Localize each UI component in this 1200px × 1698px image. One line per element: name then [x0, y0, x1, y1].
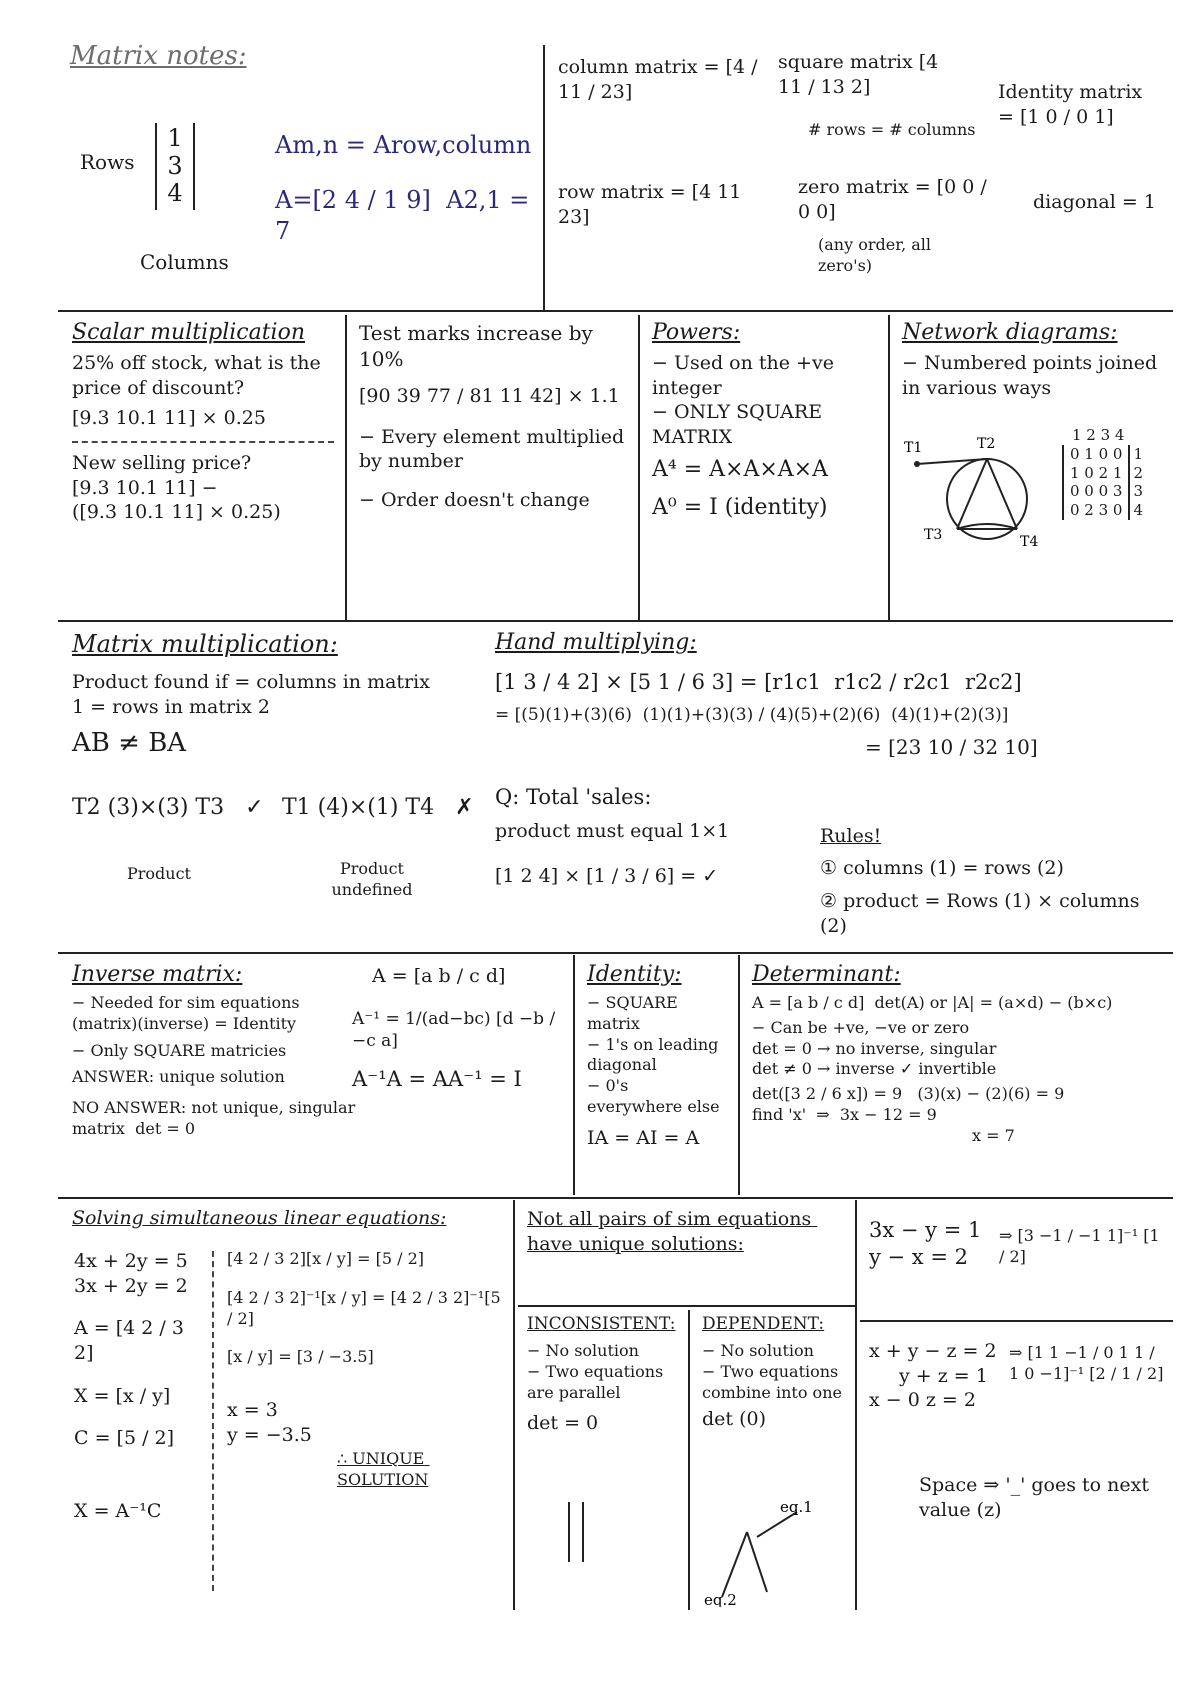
definition: X = [x / y] [74, 1384, 171, 1407]
example-undefined: T1 (4)×(1) T4 ✗ [282, 795, 474, 820]
col-value: 1 [167, 124, 183, 152]
amn-notation: Am,n = Arow,column [275, 131, 532, 159]
identity-matrix: Identity matrix = [1 0 / 0 1] [998, 81, 1149, 128]
sales-rule: product must equal 1×1 [495, 820, 730, 842]
node-label: T4 [1020, 534, 1039, 550]
inverse-identity: A⁻¹A = AA⁻¹ = I [352, 1067, 522, 1091]
test-line: [90 39 77 / 81 11 42] × 1.1 [359, 385, 620, 407]
rules-title: Rules! [820, 825, 882, 847]
section-scalar [62, 314, 344, 618]
powers-line: A⁴ = A×A×A×A [652, 456, 828, 482]
hand-title: Hand multiplying: [495, 630, 697, 655]
column-matrix: column matrix = [4 / 11 / 23] [558, 56, 764, 103]
parallel-lines-icon [557, 1497, 597, 1567]
matrix-row: 0 1 0 0 [1070, 444, 1123, 463]
divider-sys [860, 1320, 1173, 1322]
det-line: det ≠ 0 → inverse ✓ invertible [752, 1059, 997, 1079]
inconsistent-title: INCONSISTENT: [527, 1314, 676, 1334]
scalar-line: ([9.3 10.1 11] × 0.25) [72, 501, 281, 524]
example-defined-label: Product [127, 864, 191, 883]
determinant-title: Determinant: [752, 962, 901, 987]
identity-line: IA = AI = A [587, 1126, 700, 1149]
columns-label: Columns [140, 250, 229, 274]
matrix-row-idx: 2 [1133, 463, 1144, 482]
inconsistent-line: det = 0 [527, 1412, 599, 1435]
solving-title: Solving simultaneous linear equations: [72, 1207, 447, 1229]
identity-line: − 1's on leading diagonal [587, 1034, 724, 1075]
section-not-all-pairs [517, 1201, 854, 1306]
hand-equation: [1 3 / 4 2] × [5 1 / 6 3] = [r1c1 r1c2 / r2c1 r2c2] [495, 670, 1022, 694]
col-value: 4 [167, 179, 183, 208]
divider-network [888, 315, 890, 620]
divider-notall [855, 1200, 857, 1610]
identity-title: Identity: [587, 962, 682, 987]
section-inverse [62, 956, 572, 1196]
divider-row2 [58, 620, 1173, 622]
det-line: A = [a b / c d] det(A) or |A| = (a×d) − (b×c) [752, 993, 1113, 1012]
inverse-line: NO ANSWER: not unique, singular matrix det = 0 [72, 1098, 361, 1138]
section-identity [577, 956, 737, 1196]
inverse-line: (matrix)(inverse) = Identity [72, 1013, 297, 1033]
network-graph [902, 434, 1052, 564]
rows-label: Rows [80, 150, 135, 174]
crossing-lines-icon [702, 1497, 822, 1607]
example-defined: T2 (3)×(3) T3 ✓ [72, 795, 264, 820]
divider-powers [638, 315, 640, 620]
divider-top [58, 310, 1173, 312]
dependent-line: − Two equations combine into one [702, 1361, 844, 1402]
identity-line: − 0's everywhere else [587, 1076, 720, 1116]
det-line: find 'x' ⇒ 3x − 12 = 9 [752, 1104, 937, 1124]
definition: C = [5 / 2] [74, 1427, 175, 1450]
diagonal-note: diagonal = 1 [1033, 191, 1156, 213]
ab-not-ba: AB ≠ BA [72, 728, 187, 759]
mult-title: Matrix multiplication: [72, 630, 338, 658]
zero-note: (any order, all zero's) [818, 235, 937, 275]
definition: X = A⁻¹C [74, 1500, 162, 1523]
solve-step: y = −3.5 [227, 1423, 312, 1446]
inconsistent-line: − Two equations are parallel [527, 1361, 669, 1402]
identity-line: − SQUARE matrix [587, 993, 683, 1033]
section-matrix-multiplication [62, 624, 482, 950]
page-title: Matrix notes: [70, 41, 247, 71]
dependent-title: DEPENDENT: [702, 1314, 825, 1334]
powers-line: A⁰ = I (identity) [652, 495, 828, 521]
equation: 4x + 2y = 5 [74, 1250, 188, 1272]
scalar-line: 25% off stock, what is the price of discount? [72, 352, 327, 399]
divider-scalar [345, 315, 347, 620]
section-system-3x3 [859, 1323, 1173, 1611]
sales-example: [1 2 4] × [1 / 3 / 6] = ✓ [495, 865, 719, 887]
system-eq: x + y − z = 2 [869, 1340, 997, 1362]
inverse-line: − Only SQUARE matricies [72, 1040, 287, 1060]
divider-identity [738, 955, 740, 1195]
matrix-row: 0 2 3 0 [1070, 501, 1123, 519]
test-line: − Every element multiplied by number [359, 425, 631, 473]
inverse-formula: A⁻¹ = 1/(ad−bc) [d −b / −c a] [352, 1009, 561, 1052]
matrix-row-idx: 1 [1133, 444, 1144, 463]
section-matrix-types [548, 35, 1173, 307]
system-matrix: ⇒ [1 1 −1 / 0 1 1 / 1 0 −1]⁻¹ [2 / 1 / 2] [1009, 1343, 1164, 1383]
powers-title: Powers: [652, 320, 741, 345]
network-line: − Numbered points joined in various ways [902, 352, 1164, 399]
inconsistent-line: − No solution [527, 1341, 639, 1361]
scalar-line: [9.3 10.1 11] × 0.25 [72, 407, 266, 430]
node-label: T2 [977, 436, 996, 452]
eq2-label: eq.2 [704, 1591, 737, 1607]
divider-row3 [58, 952, 1173, 954]
solve-step: x = 3 [227, 1399, 278, 1422]
inverse-line: − Needed for sim equations [72, 993, 300, 1012]
system-eq: y + z = 1 [899, 1364, 988, 1387]
network-title: Network diagrams: [902, 320, 1118, 345]
solve-step: [4 2 / 3 2]⁻¹[x / y] = [4 2 / 3 2]⁻¹[5 / 2] [227, 1287, 506, 1328]
hand-result: = [23 10 / 32 10] [865, 735, 1038, 760]
eq1-label: eq.1 [780, 1498, 813, 1516]
divider-solving [513, 1200, 515, 1610]
section-matrix-basics [60, 35, 540, 307]
rows-eq-columns: # rows = # columns [808, 120, 976, 139]
adjacency-matrix [1062, 426, 1143, 520]
dependent-line: − No solution [702, 1341, 814, 1361]
det-line: det([3 2 / 6 x]) = 9 (3)(x) − (2)(6) = 9 [752, 1084, 1065, 1104]
solve-step: [4 2 / 3 2][x / y] = [5 / 2] [227, 1249, 425, 1268]
section-solving [62, 1201, 512, 1611]
divider-top-vertical [543, 45, 545, 310]
solve-step: [x / y] = [3 / −3.5] [227, 1347, 374, 1367]
section-powers [642, 314, 887, 618]
matrix-row-idx: 3 [1133, 482, 1144, 501]
section-test-marks [349, 314, 637, 618]
rule-item: ① columns (1) = rows (2) [820, 857, 1064, 879]
rule-item: ② product = Rows (1) × columns (2) [820, 890, 1146, 937]
example-undefined-label: Product undefined [331, 859, 413, 899]
scalar-line: New selling price? [72, 452, 252, 475]
sales-question: Q: Total 'sales: [495, 785, 652, 809]
powers-line: − Used on the +ve integer [652, 352, 840, 399]
section-determinant [742, 956, 1173, 1196]
a-example: A=[2 4 / 1 9] A2,1 = 7 [275, 186, 537, 246]
scalar-title: Scalar multiplication [72, 320, 305, 345]
matrix-col-head: 1 2 3 4 [1072, 426, 1125, 444]
det-line: det = 0 → no inverse, singular [752, 1038, 997, 1058]
det-line: − Can be +ve, −ve or zero [752, 1017, 970, 1037]
node-label: T1 [904, 440, 923, 456]
system-eq: 3x − y = 1 [869, 1218, 982, 1242]
test-line: − Order doesn't change [359, 489, 590, 512]
section-inconsistent [517, 1307, 687, 1611]
space-note: Space ⇒ '_' goes to next value (z) [919, 1474, 1156, 1521]
test-line: Test marks increase by 10% [359, 321, 600, 371]
det-line: x = 7 [972, 1125, 1015, 1145]
divider-row4 [58, 1197, 1173, 1199]
divider-inc-dep-vertical [688, 1310, 690, 1610]
col-value: 3 [167, 151, 183, 180]
matrix-row-idx: 4 [1133, 501, 1144, 519]
dependent-line: det (0) [702, 1408, 766, 1431]
hand-expanded: = [(5)(1)+(3)(6) (1)(1)+(3)(3) / (4)(5)+(2)(6) (4)(1)+(2)(3)] [495, 705, 1009, 726]
product-found: Product found if = columns in matrix 1 = rows in matrix 2 [72, 671, 436, 718]
matrix-row: 1 0 2 1 [1070, 463, 1123, 482]
definition: A = [4 2 / 3 2] [74, 1317, 190, 1365]
zero-matrix: zero matrix = [0 0 / 0 0] [798, 176, 993, 223]
square-matrix: square matrix [4 11 / 13 2] [778, 51, 945, 98]
system-matrix: ⇒ [3 −1 / −1 1]⁻¹ [1 / 2] [999, 1226, 1165, 1266]
row-matrix: row matrix = [4 11 23] [558, 181, 748, 228]
system-eq: y − x = 2 [869, 1245, 968, 1270]
divider-inverse [573, 955, 575, 1195]
section-dependent [692, 1307, 854, 1611]
notall-title: Not all pairs of sim equations have unique solutions: [527, 1208, 818, 1255]
inverse-line: ANSWER: unique solution [72, 1067, 285, 1087]
system-eq: x − 0 z = 2 [869, 1389, 976, 1412]
powers-line: − ONLY SQUARE MATRIX [652, 401, 829, 449]
inverse-a-def: A = [a b / c d] [372, 965, 506, 987]
matrix-row: 0 0 0 3 [1070, 482, 1123, 501]
inverse-title: Inverse matrix: [72, 962, 243, 987]
section-network [892, 314, 1173, 618]
section-system-2x2 [859, 1201, 1173, 1319]
unique-solution: ∴ UNIQUE SOLUTION [337, 1449, 430, 1489]
equation: 3x + 2y = 2 [74, 1274, 188, 1297]
node-label: T3 [924, 527, 943, 543]
section-hand-multiplying [485, 624, 1173, 950]
scalar-line: [9.3 10.1 11] − [72, 476, 218, 499]
column-vector [155, 123, 195, 210]
